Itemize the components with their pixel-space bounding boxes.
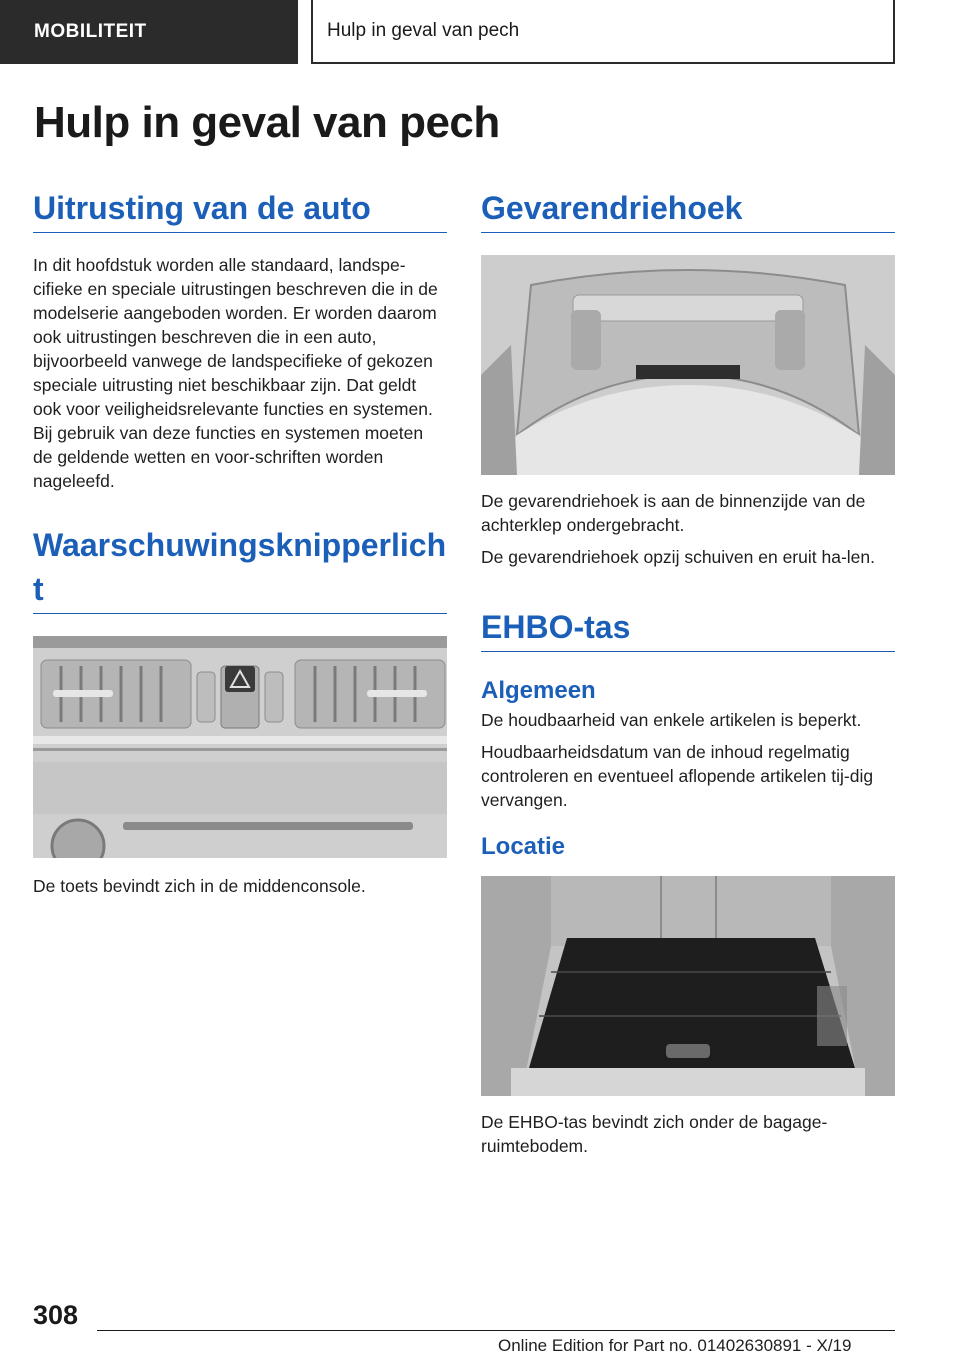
header-section-label: MOBILITEIT [34, 21, 147, 42]
triangle-paragraph-1: De gevarendriehoek is aan de binnenzijde van de achterklep ondergebracht. [481, 491, 866, 535]
tailgate-illustration [481, 255, 895, 475]
heading-location: Locatie [481, 833, 566, 860]
location-paragraph: De EHBO-tas bevindt zich onder de bagage-ruimtebodem. [481, 1112, 828, 1156]
heading-general: Algemeen [481, 677, 596, 704]
triangle-paragraph-2: De gevarendriehoek opzij schuiven en eruit ha-len. [481, 547, 875, 567]
heading-hazard-lights: Waarschuwingsknipperlicht [33, 523, 447, 614]
hazard-paragraph: De toets bevindt zich in de middenconsole. [33, 876, 366, 896]
footer-divider [97, 1330, 895, 1331]
general-paragraph-2: Houdbaarheidsdatum van de inhoud regelmatig controleren en eventueel aflopende artikelen tij-dig vervangen. [481, 742, 874, 810]
center-console-image [33, 636, 447, 858]
luggage-compartment-image [481, 876, 895, 1096]
tailgate-image [481, 255, 895, 475]
right-column [481, 186, 895, 1158]
heading-first-aid-kit: EHBO-tas [481, 605, 895, 652]
page-title: Hulp in geval van pech [34, 98, 500, 147]
edition-footer: Online Edition for Part no. 01402630891 - X/19 [498, 1336, 852, 1355]
heading-equipment: Uitrusting van de auto [33, 186, 447, 233]
header-section-tab [0, 0, 298, 64]
header-chapter-box [311, 0, 895, 64]
page-number: 308 [33, 1300, 79, 1330]
left-column [33, 186, 447, 898]
header-chapter-label: Hulp in geval van pech [327, 20, 520, 41]
luggage-compartment-illustration [481, 876, 895, 1096]
general-paragraph-1: De houdbaarheid van enkele artikelen is beperkt. [481, 710, 862, 730]
heading-warning-triangle: Gevarendriehoek [481, 186, 895, 233]
equipment-paragraph: In dit hoofdstuk worden alle standaard, landspe-cifieke en speciale uitrustingen beschreven die in de modelserie aangeboden worden. Er worden daarom ook uitrustingen beschreven die in een auto, bijvoorbeeld vanwege de landspecifieke of gekozen speciale uitrusting niet beschikbaar zijn. Dat geldt ook voor veiligheidsrelevante functies en systemen. Bij gebruik van deze functies en systemen moeten de geldende wetten en voor-schriften worden nageleefd. [33, 255, 438, 491]
center-console-illustration [33, 636, 447, 858]
